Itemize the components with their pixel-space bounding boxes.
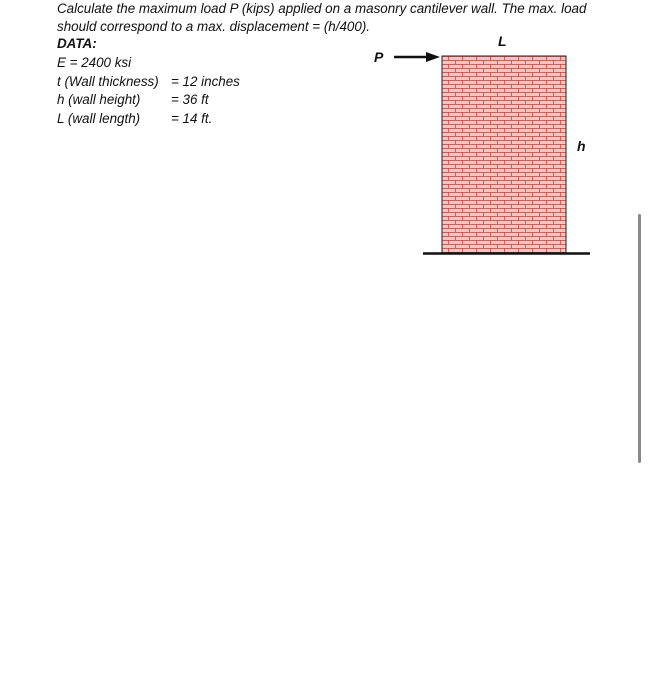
data-label: L (wall length) [57,110,141,126]
load-arrow-head [426,52,440,62]
height-label: h [577,138,586,154]
data-label: h (wall height) [57,92,141,107]
data-label: t (Wall thickness) [57,73,159,89]
cantilever-wall-figure [0,0,648,300]
data-value: = 14 ft. [171,110,213,126]
load-label: P [374,49,384,65]
data-label: E = 2400 ksi [57,55,132,70]
data-value: = 36 ft [171,92,209,107]
problem-statement: Calculate the maximum load P (kips) applied on a masonry cantilever wall. The max. load should correspond to a max. displacement = (h/400). [57,1,587,34]
length-label: L [498,33,507,49]
masonry-wall [442,56,566,253]
data-value: = 12 inches [171,73,240,89]
data-heading: DATA: [57,36,97,51]
vertical-scrollbar[interactable] [638,214,641,463]
